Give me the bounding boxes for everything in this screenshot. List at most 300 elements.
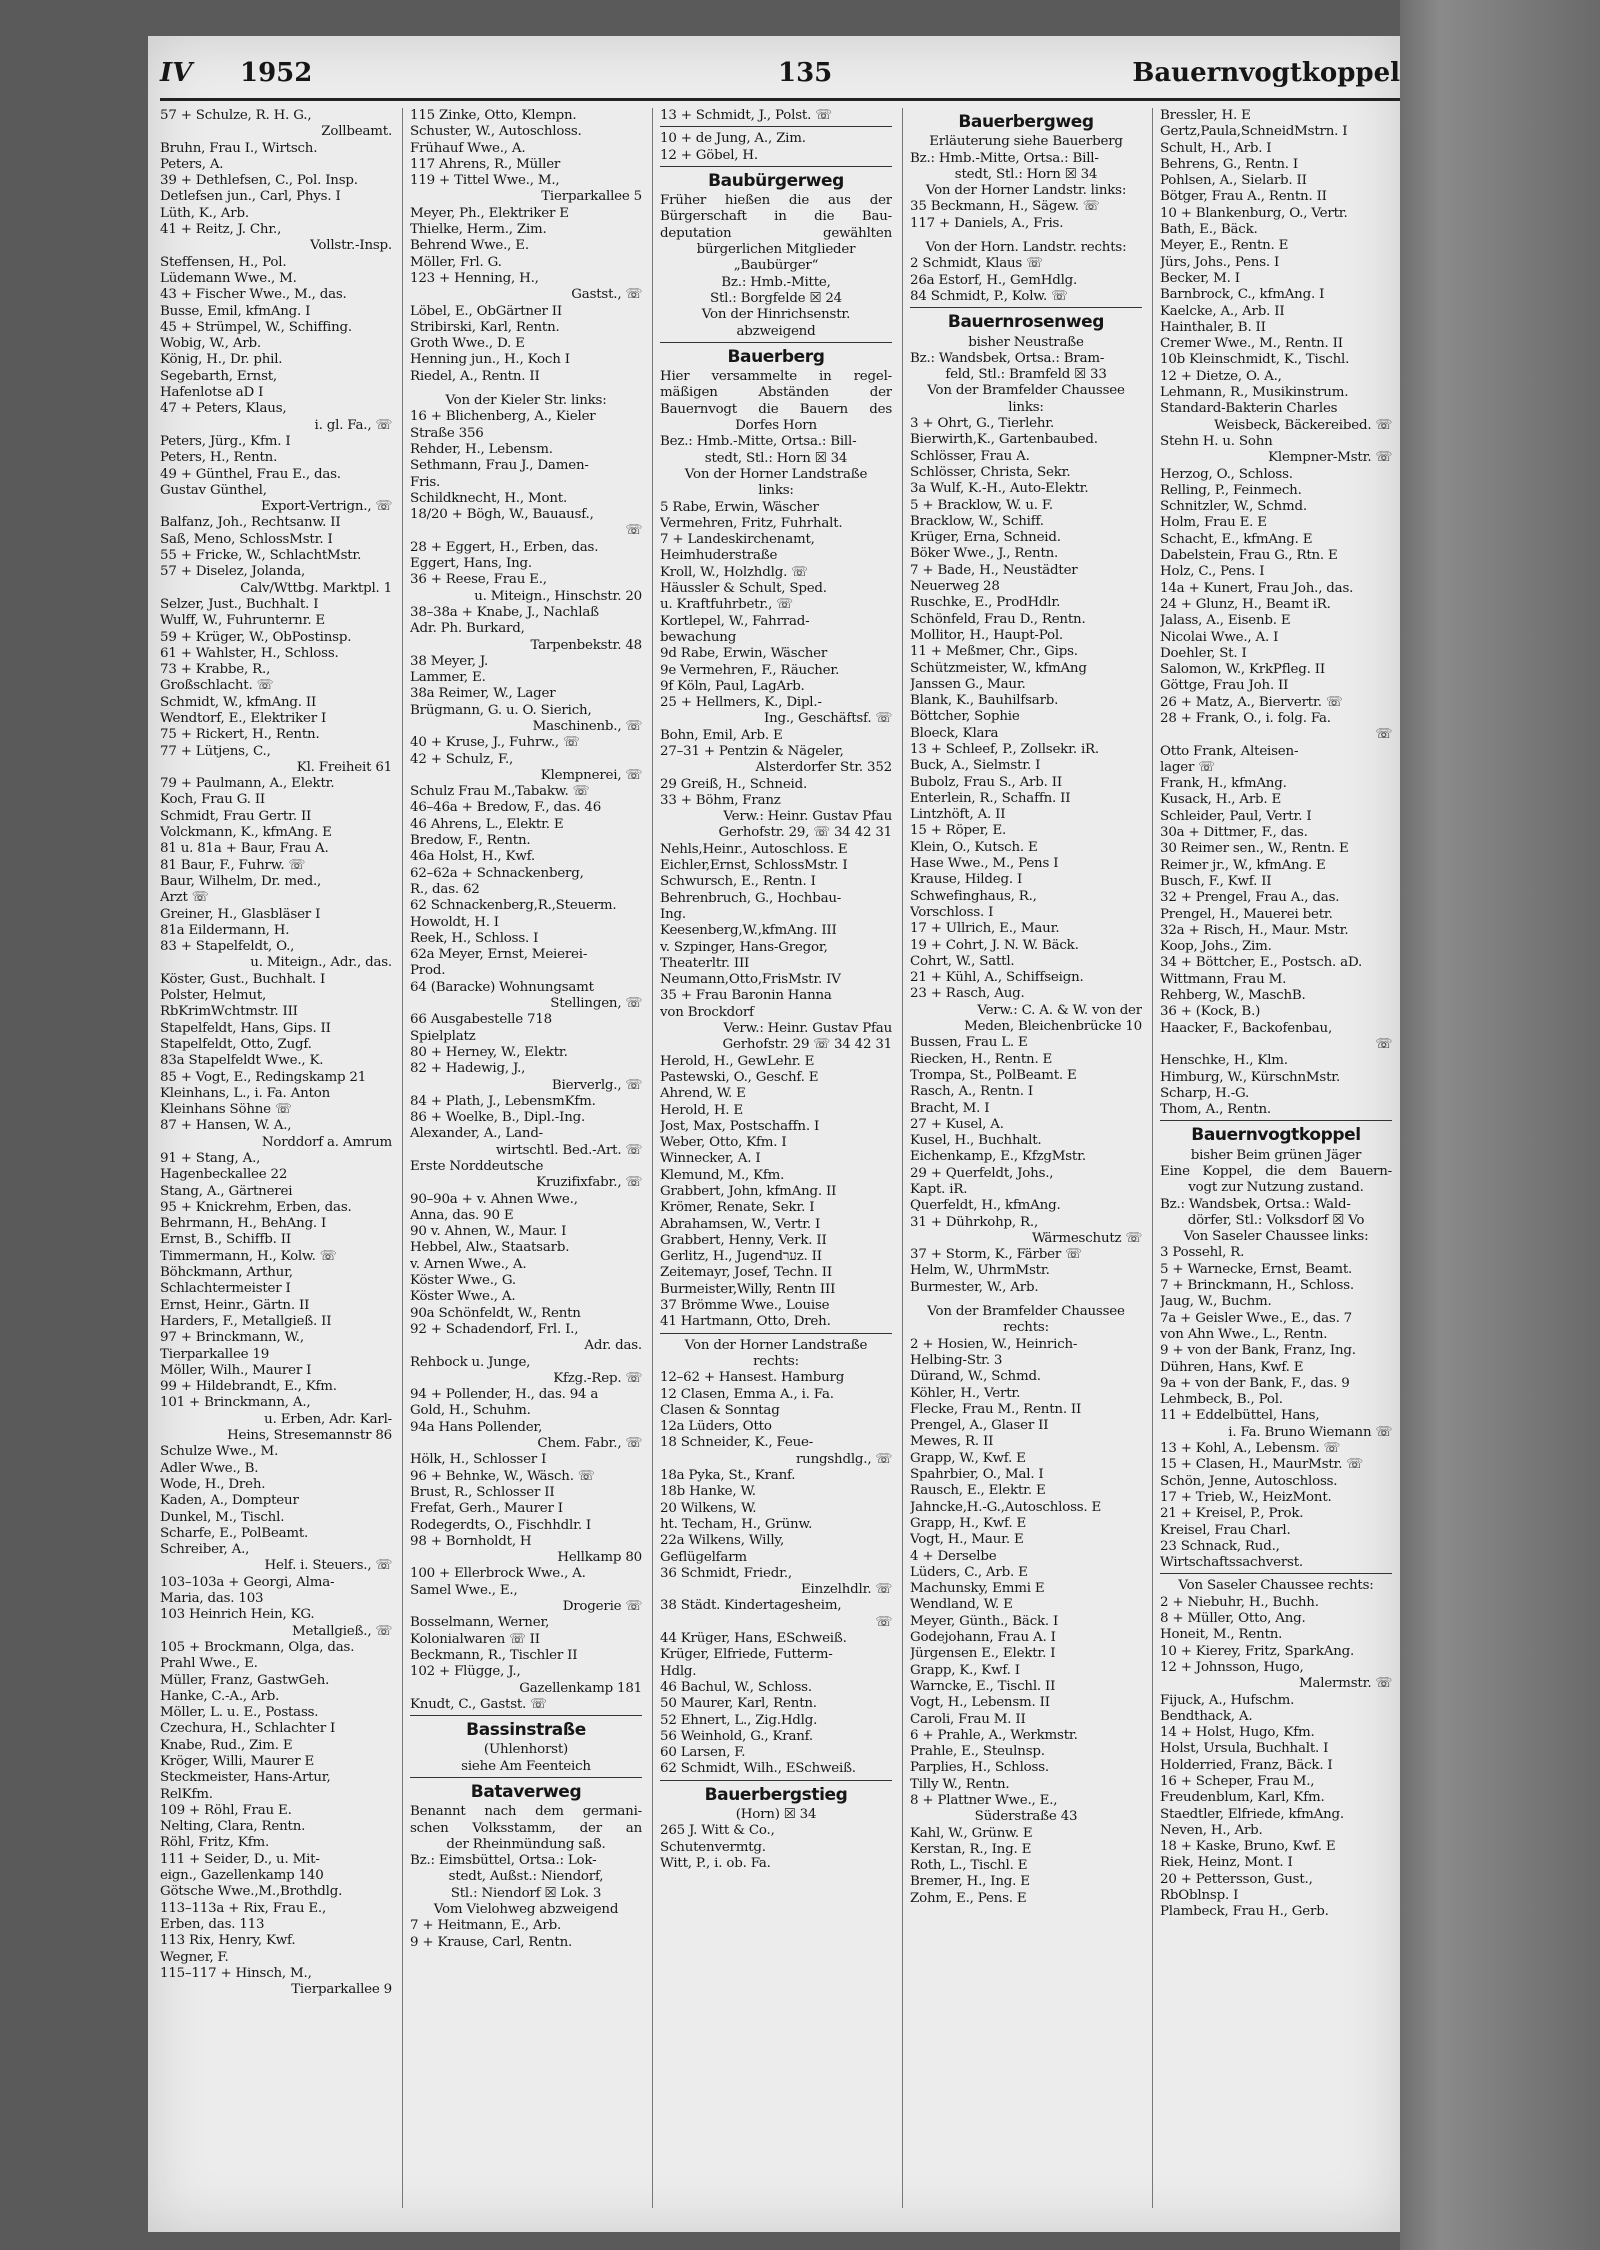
directory-entry: Hier versammelte in regel-	[660, 369, 892, 385]
directory-entry: 4 + Derselbe	[910, 1548, 997, 1564]
directory-entry: Wulff, W., Fuhrunternr. E	[160, 613, 326, 629]
directory-entry: Bracklow, W., Schiff.	[910, 513, 1044, 529]
directory-entry: 7 + Heitmann, E., Arb.	[410, 1918, 562, 1934]
directory-entry: Einzelhdlr. ☏	[800, 1582, 892, 1598]
directory-entry: feld, Stl.: Bramfeld ☒ 33	[945, 367, 1107, 383]
directory-entry: Standard-Bakterin Charles	[1160, 401, 1338, 417]
directory-entry: Bredow, F., Rentn.	[410, 833, 531, 849]
directory-entry: Brust, R., Schlosser II	[410, 1484, 555, 1500]
directory-entry: rungshdlg., ☏	[795, 1451, 892, 1467]
directory-entry: Harders, F., Metallgieß. II	[160, 1313, 332, 1329]
directory-entry: 46a Holst, H., Kwf.	[410, 849, 535, 865]
directory-entry: 91 + Stang, A.,	[160, 1151, 261, 1166]
directory-entry: Dorfes Horn	[735, 418, 817, 434]
directory-entry: Kfzg.-Rep. ☏	[553, 1370, 642, 1386]
directory-entry: Busse, Emil, kfmAng. I	[160, 303, 311, 319]
directory-entry: 9 + von der Bank, Franz, Ing.	[1160, 1343, 1356, 1359]
directory-entry: 27 + Kusel, A.	[910, 1116, 1004, 1132]
directory-entry: Schildknecht, H., Mont.	[410, 490, 567, 506]
directory-entry: Hdlg.	[660, 1663, 697, 1679]
directory-entry: Früher hießen die aus der	[660, 193, 892, 209]
directory-entry: 21 + Kühl, A., Schiffseign.	[910, 970, 1084, 986]
directory-entry: 12 + Johnsson, Hugo,	[1160, 1659, 1304, 1675]
directory-entry: Prahl Wwe., E.	[160, 1656, 258, 1672]
directory-entry: Von der Bramfelder Chaussee	[927, 1304, 1125, 1320]
directory-entry: 105 + Brockmann, Olga, das.	[160, 1639, 355, 1655]
section-rule	[410, 1777, 642, 1778]
directory-entry: Gazellenkamp 181	[519, 1680, 642, 1696]
directory-entry: Vom Vielohweg abzweigend	[433, 1902, 619, 1918]
directory-entry: Stl.: Niendorf ☒ Lok. 3	[450, 1885, 602, 1901]
directory-entry: 39 + Dethlefsen, C., Pol. Insp.	[160, 173, 358, 189]
directory-entry: Hafenlotse aD I	[160, 385, 264, 401]
section-rule	[1160, 1573, 1392, 1574]
directory-entry: 12–62 + Hansest. Hamburg	[660, 1370, 845, 1386]
directory-entry: Stellingen, ☏	[550, 996, 642, 1012]
directory-entry: Neumann,Otto,FrisMstr. IV	[660, 972, 841, 988]
directory-entry: 10 + de Jung, A., Zim.	[660, 131, 806, 147]
directory-entry: 61 + Wahlster, H., Schloss.	[160, 645, 339, 661]
directory-entry: 50 Maurer, Karl, Rentn.	[660, 1696, 817, 1712]
directory-entry: Dühren, Hans, Kwf. E	[1160, 1359, 1304, 1375]
directory-entry: Rasch, A., Rentn. I	[910, 1084, 1033, 1100]
section-rule	[1160, 1120, 1392, 1121]
section-rule	[660, 1780, 892, 1781]
directory-entry: 96 + Behnke, W., Wäsch. ☏	[410, 1468, 595, 1484]
directory-entry: Malermstr. ☏	[1298, 1676, 1392, 1692]
directory-entry: Köster Wwe., G.	[410, 1273, 516, 1289]
directory-entry: Hölk, H., Schlosser I	[410, 1452, 547, 1468]
directory-entry: 32 + Prengel, Frau A., das.	[1160, 890, 1340, 906]
directory-entry: Müller, Franz, GastwGeh.	[160, 1672, 330, 1688]
directory-entry: Meyer, E., Rentn. E	[1160, 238, 1289, 254]
section-number: IV	[160, 58, 193, 88]
directory-entry: 16 + Blichenberg, A., Kieler	[410, 409, 596, 425]
directory-entry: Grapp, W., Kwf. E	[910, 1450, 1026, 1466]
directory-entry: Schützmeister, W., kfmAng	[910, 660, 1087, 676]
directory-entry: Hagenbeckallee 22	[160, 1167, 288, 1183]
directory-entry: 82 + Hadewig, J.,	[410, 1061, 526, 1077]
directory-entry: 95 + Knickrehm, Erben, das.	[160, 1199, 352, 1215]
directory-entry: Geflügelfarm	[660, 1549, 747, 1565]
directory-entry: Götsche Wwe.,M.,Brothdlg.	[160, 1884, 343, 1900]
directory-entry: Vogt, H., Lebensm. II	[910, 1695, 1050, 1711]
directory-entry: „Baubürger“	[733, 258, 819, 274]
directory-entry: 47 + Peters, Klaus,	[160, 401, 287, 417]
directory-entry: ht. Techam, H., Grünw.	[660, 1516, 813, 1532]
directory-entry: RelKfm.	[160, 1786, 213, 1802]
directory-entry: 5 + Bracklow, W. u. F.	[910, 497, 1053, 513]
directory-entry: 101 + Brinckmann, A.,	[160, 1395, 311, 1411]
directory-entry: Dürand, W., Schmd.	[910, 1369, 1041, 1385]
directory-entry: v. Arnen Wwe., A.	[410, 1256, 527, 1272]
directory-entry: Greiner, H., Glasbläser I	[160, 906, 321, 922]
street-heading: Bauerbergweg	[958, 112, 1094, 132]
directory-entry: Lehmann, R., Musikinstrum.	[1160, 385, 1349, 401]
directory-entry: Zeitemayr, Josef, Techn. II	[660, 1265, 832, 1281]
directory-entry: Winnecker, A. I	[660, 1151, 761, 1167]
directory-entry: 8 + Plattner Wwe., E.,	[910, 1792, 1058, 1808]
directory-entry: 41 + Reitz, J. Chr.,	[160, 222, 282, 238]
directory-entry: 12 + Göbel, H.	[660, 147, 758, 163]
column-2	[410, 108, 642, 2208]
directory-entry: Koop, Johs., Zim.	[1160, 939, 1272, 955]
directory-entry: 66 Ausgabestelle 718	[410, 1012, 552, 1028]
directory-entry: Wirtschaftssachverst.	[1160, 1555, 1303, 1571]
directory-entry: 38a Reimer, W., Lager	[410, 686, 556, 702]
directory-entry: Kerstan, R., Ing. E	[910, 1841, 1032, 1857]
directory-entry: Staedtler, Elfriede, kfmAng.	[1160, 1806, 1344, 1822]
directory-entry: Kröger, Willi, Maurer E	[160, 1753, 315, 1769]
directory-entry: Vogt, H., Maur. E	[910, 1532, 1024, 1548]
directory-entry: Balfanz, Joh., Rechtsanw. II	[160, 515, 341, 531]
directory-entry: Bohn, Emil, Arb. E	[660, 727, 783, 743]
directory-entry: Keesenberg,W.,kfmAng. III	[660, 923, 837, 939]
directory-entry: Godejohann, Frau A. I	[910, 1630, 1056, 1646]
directory-entry: Grapp, H., Kwf. E	[910, 1515, 1027, 1531]
directory-entry: Schlachtermeister I	[160, 1281, 291, 1297]
directory-entry: 9 + Krause, Carl, Rentn.	[410, 1934, 573, 1950]
directory-entry: Riedel, A., Rentn. II	[410, 368, 540, 384]
column-divider	[1152, 108, 1153, 2208]
directory-entry: 84 Schmidt, P., Kolw. ☏	[910, 288, 1068, 304]
directory-entry: links:	[1008, 399, 1044, 415]
directory-entry: 6 + Prahle, A., Werkmstr.	[910, 1727, 1078, 1743]
directory-entry: Weber, Otto, Kfm. I	[660, 1135, 787, 1151]
directory-entry: Becker, M. I	[1160, 270, 1240, 286]
directory-entry: Helm, W., UhrmMstr.	[910, 1263, 1050, 1279]
directory-entry: Kaden, A., Dompteur	[160, 1493, 299, 1509]
directory-entry: Wittmann, Frau M.	[1160, 971, 1287, 987]
directory-entry: 18/20 + Bögh, W., Bauausf.,	[410, 507, 594, 523]
directory-entry: Lüth, K., Arb.	[160, 205, 249, 221]
directory-entry: Herzog, O., Schloss.	[1160, 466, 1293, 482]
directory-entry: Ing.	[660, 906, 686, 922]
directory-entry: Krömer, Renate, Sekr. I	[660, 1200, 815, 1216]
directory-entry: Scharfe, E., PolBeamt.	[160, 1525, 309, 1541]
column-divider	[902, 108, 903, 2208]
directory-entry: 2 + Hosien, W., Heinrich-	[910, 1336, 1078, 1352]
directory-entry: 11 + Eddelbüttel, Hans,	[1160, 1408, 1320, 1424]
directory-entry: ☏	[875, 1614, 892, 1630]
directory-entry: Jalass, A., Eisenb. E	[1160, 613, 1291, 629]
directory-entry: Kortlepel, W., Fahrrad-	[660, 613, 810, 629]
directory-entry: 80 + Herney, W., Elektr.	[410, 1044, 568, 1060]
directory-entry: Kapt. iR.	[910, 1182, 968, 1197]
directory-entry: Caroli, Frau M. II	[910, 1711, 1026, 1727]
directory-entry: Wode, H., Dreh.	[160, 1476, 266, 1492]
directory-entry: 103–103a + Georgi, Alma-	[160, 1574, 335, 1590]
directory-entry: 27–31 + Pentzin & Nägeler,	[660, 743, 844, 759]
directory-entry: Ahrend, W. E	[660, 1086, 746, 1102]
directory-entry: Theaterltr. III	[660, 955, 750, 971]
directory-entry: 21 + Kreisel, P., Prok.	[1160, 1506, 1304, 1522]
street-heading: Bauernrosenweg	[947, 312, 1105, 333]
directory-entry: 85 + Vogt, E., Redingskamp 21	[160, 1069, 367, 1085]
directory-entry: Samel Wwe., E.,	[410, 1582, 518, 1598]
directory-entry: Bruhn, Frau I., Wirtsch.	[160, 140, 318, 156]
directory-entry: 15 + Clasen, H., MaurMstr. ☏	[1160, 1457, 1363, 1473]
directory-entry: Hanke, C.-A., Arb.	[160, 1688, 280, 1704]
directory-entry: Honeit, M., Rentn.	[1160, 1627, 1283, 1643]
header-rule	[160, 98, 1400, 101]
directory-entry: Kaelcke, A., Arb. II	[1160, 303, 1285, 319]
directory-entry: Bz.: Hmb.-Mitte,	[721, 274, 831, 290]
street-heading: Bataverweg	[470, 1781, 582, 1802]
directory-entry: 10 + Blankenburg, O., Vertr.	[1160, 205, 1348, 221]
directory-entry: 117 + Daniels, A., Fris.	[910, 215, 1064, 231]
directory-entry: Querfeldt, H., kfmAng.	[910, 1198, 1061, 1214]
directory-entry: Alexander, A., Land-	[410, 1126, 544, 1142]
directory-entry: Schön, Jenne, Autoschloss.	[1160, 1473, 1338, 1489]
directory-entry: 62 Schmidt, Wilh., ESchweiß.	[660, 1761, 856, 1777]
directory-entry: 38–38a + Knabe, J., Nachlaß	[410, 604, 599, 620]
directory-entry: 79 + Paulmann, A., Elektr.	[160, 776, 335, 792]
directory-entry: Klempnerei, ☏	[540, 767, 642, 783]
directory-entry: 35 + Frau Baronin Hanna	[660, 988, 832, 1004]
year: 1952	[240, 58, 313, 88]
street-heading: Baubürgerweg	[708, 170, 844, 191]
directory-entry: Möller, Wilh., Maurer I	[160, 1362, 312, 1378]
directory-entry: 86 + Woelke, B., Dipl.-Ing.	[410, 1110, 586, 1126]
directory-entry: 9a + von der Bank, F., das. 9	[1160, 1375, 1350, 1391]
directory-entry: Ing., Geschäftsf. ☏	[763, 711, 892, 727]
directory-entry: Parplies, H., Schloss.	[910, 1760, 1049, 1776]
directory-entry: RbOblnsp. I	[1160, 1888, 1239, 1904]
directory-entry: Eichler,Ernst, SchlossMstr. I	[660, 858, 848, 874]
directory-entry: 90–90a + v. Ahnen Wwe.,	[410, 1191, 578, 1207]
directory-entry: Metallgieß., ☏	[291, 1623, 392, 1639]
directory-entry: Großschlacht. ☏	[160, 678, 274, 694]
directory-entry: Köster, Gust., Buchhalt. I	[160, 971, 326, 987]
directory-entry: Machunsky, Emmi E	[910, 1581, 1045, 1597]
directory-entry: Kleinhans Söhne ☏	[160, 1102, 292, 1118]
directory-entry: Bötger, Frau A., Rentn. II	[1160, 189, 1327, 205]
directory-entry: bewachung	[660, 629, 737, 645]
directory-entry: (Horn) ☒ 34	[735, 1806, 817, 1822]
directory-entry: Tierparkallee 5	[541, 189, 642, 205]
directory-entry: siehe Am Feenteich	[461, 1758, 591, 1774]
directory-entry: Bz.: Hmb.-Mitte, Ortsa.: Bill-	[910, 150, 1099, 166]
directory-entry: Erste Norddeutsche	[410, 1159, 544, 1174]
directory-entry: Lüdemann Wwe., M.	[160, 270, 297, 286]
directory-entry: u. Miteign., Hinschstr. 20	[474, 588, 642, 604]
directory-entry: Stl.: Borgfelde ☒ 24	[710, 290, 842, 306]
directory-entry: Mewes, R. II	[910, 1434, 994, 1450]
directory-entry: 28 + Frank, O., i. folg. Fa.	[1160, 710, 1331, 726]
directory-entry: Meyer, Günth., Bäck. I	[910, 1613, 1059, 1629]
directory-entry: Gerhofstr. 29, ☏ 34 42 31	[718, 825, 892, 841]
directory-entry: rechts:	[753, 1353, 799, 1369]
section-rule	[660, 126, 892, 127]
directory-entry: 97 + Brinckmann, W.,	[160, 1330, 304, 1346]
directory-entry: Clasen & Sonntag	[660, 1402, 780, 1418]
directory-entry: 37 Brömme Wwe., Louise	[660, 1298, 830, 1314]
directory-entry: 43 + Fischer Wwe., M., das.	[160, 287, 347, 303]
directory-entry: 19 + Cohrt, J. N. W. Bäck.	[910, 937, 1079, 953]
directory-entry: 83a Stapelfeldt Wwe., K.	[160, 1053, 324, 1069]
directory-entry: lager ☏	[1160, 759, 1215, 775]
directory-entry: 46 Ahrens, L., Elektr. E	[410, 816, 564, 832]
page-header	[160, 58, 1400, 98]
directory-entry: Erläuterung siehe Bauerberg	[929, 134, 1123, 150]
directory-entry: u. Erben, Adr. Karl-	[264, 1411, 392, 1427]
directory-entry: 18a Pyka, St., Kranf.	[660, 1468, 796, 1484]
directory-entry: Detlefsen jun., Carl, Phys. I	[160, 189, 341, 205]
directory-entry: 26a Estorf, H., GemHdlg.	[910, 272, 1078, 288]
directory-entry: 7 + Brinckmann, H., Schloss.	[1160, 1278, 1354, 1294]
directory-entry: Frühauf Wwe., A.	[410, 140, 526, 156]
directory-entry: Verw.: Heinr. Gustav Pfau	[723, 1021, 892, 1037]
directory-entry: Behrmann, H., BehAng. I	[160, 1216, 327, 1232]
directory-entry: Gastst., ☏	[571, 287, 642, 303]
directory-entry: Jürgensen E., Elektr. I	[910, 1646, 1056, 1662]
directory-entry: Kleinhans, L., i. Fa. Anton	[160, 1085, 331, 1101]
directory-entry: Stapelfeldt, Otto, Zugf.	[160, 1036, 312, 1052]
directory-entry: Heins, Stresemannstr 86	[227, 1428, 392, 1444]
directory-entry: Klein, O., Kutsch. E	[910, 839, 1038, 855]
directory-entry: Alsterdorfer Str. 352	[755, 760, 892, 776]
directory-entry: Lehmbeck, B., Pol.	[1160, 1392, 1283, 1408]
directory-entry: Burmeister,Willy, Rentn III	[660, 1281, 836, 1297]
directory-entry: abzweigend	[736, 323, 816, 339]
directory-entry: 99 + Hildebrandt, E., Kfm.	[160, 1379, 337, 1395]
directory-entry: Köster Wwe., A.	[410, 1289, 516, 1305]
directory-entry: 60 Larsen, F.	[660, 1745, 746, 1761]
directory-entry: Adr. das.	[584, 1338, 642, 1354]
directory-entry: Volckmann, K., kfmAng. E	[160, 825, 332, 841]
directory-entry: Enterlein, R., Schaffn. II	[910, 790, 1071, 806]
directory-entry: Löbel, E., ObGärtner II	[410, 303, 562, 319]
directory-entry: 44 Krüger, Hans, ESchweiß.	[660, 1631, 847, 1647]
directory-entry: Czechura, H., Schlachter I	[160, 1721, 336, 1737]
directory-entry: 90 v. Ahnen, W., Maur. I	[410, 1224, 567, 1240]
directory-entry: 25 + Hellmers, K., Dipl.-	[660, 695, 822, 711]
directory-entry: Holz, C., Pens. I	[1160, 564, 1265, 580]
directory-entry: Steckmeister, Hans-Artur,	[160, 1770, 331, 1786]
directory-entry: Stehn H. u. Sohn	[1160, 433, 1273, 449]
directory-entry: stedt, Stl.: Horn ☒ 34	[704, 450, 848, 466]
directory-entry: 20 Wilkens, W.	[660, 1500, 757, 1516]
directory-entry: Tierparkallee 19	[160, 1346, 270, 1362]
directory-entry: Stang, A., Gärtnerei	[160, 1183, 293, 1199]
directory-entry: Zohm, E., Pens. E	[910, 1890, 1027, 1906]
directory-entry: Hase Wwe., M., Pens I	[910, 856, 1059, 872]
directory-entry: Maria, das. 103	[160, 1591, 264, 1607]
directory-entry: Pohlsen, A., Sielarb. II	[1160, 173, 1307, 189]
directory-entry: Eggert, Hans, Ing.	[410, 556, 532, 572]
column-5	[1160, 108, 1392, 2208]
column-4	[910, 108, 1142, 2208]
directory-entry: Frefat, Gerh., Maurer I	[410, 1501, 563, 1517]
directory-entry: Bendthack, A.	[1160, 1708, 1253, 1724]
directory-entry: Klemund, M., Kfm.	[660, 1167, 785, 1183]
directory-entry: Freudenblum, Karl, Kfm.	[1160, 1790, 1325, 1806]
directory-entry: Hainthaler, B. II	[1160, 319, 1266, 335]
directory-entry: Spielplatz	[410, 1028, 476, 1044]
directory-entry: Chem. Fabr., ☏	[537, 1436, 642, 1452]
directory-entry: Wegner, F.	[160, 1949, 229, 1965]
directory-entry: Riek, Heinz, Mont. I	[1160, 1855, 1293, 1871]
directory-entry: ☏	[1375, 727, 1392, 743]
directory-entry: Peters, A.	[160, 156, 224, 172]
directory-entry: links:	[758, 483, 794, 499]
directory-entry: Schacht, E., kfmAng. E	[1160, 531, 1313, 547]
directory-entry: Kroll, W., Holzhdlg. ☏	[660, 564, 808, 580]
directory-entry: 64 (Baracke) Wohnungsamt	[410, 979, 594, 995]
directory-entry: 81a Eildermann, H.	[160, 922, 290, 938]
directory-entry: 109 + Röhl, Frau E.	[160, 1802, 292, 1818]
directory-entry: vogt zur Nutzung zustand.	[1188, 1180, 1364, 1196]
directory-entry: Schwursch, E., Rentn. I	[660, 874, 816, 890]
directory-entry: Saß, Meno, SchlossMstr. I	[160, 531, 333, 547]
directory-entry: Grapp, K., Kwf. I	[910, 1662, 1020, 1678]
directory-entry: Göttge, Frau Joh. II	[1160, 678, 1289, 694]
directory-entry: Export-Vertrign., ☏	[260, 499, 392, 515]
directory-entry: Thielke, Herm., Zim.	[410, 222, 547, 238]
directory-entry: Prod.	[410, 963, 446, 979]
directory-entry: Behrend Wwe., E.	[410, 238, 529, 254]
directory-entry: Rehbock u. Junge,	[410, 1354, 531, 1370]
section-rule	[910, 307, 1142, 308]
directory-entry: Schult, H., Arb. I	[1160, 140, 1272, 156]
directory-entry: 113 Rix, Henry, Kwf.	[160, 1933, 296, 1949]
directory-entry: Reimer jr., W., kfmAng. E	[1160, 857, 1326, 873]
directory-entry: Von der Horner Landstraße	[684, 1337, 868, 1353]
directory-entry: 11 + Meßmer, Chr., Gips.	[910, 644, 1078, 660]
directory-entry: Stapelfeldt, Hans, Gips. II	[160, 1020, 331, 1036]
directory-entry: König, H., Dr. phil.	[160, 352, 283, 368]
directory-entry: 84 + Plath, J., LebensmKfm.	[410, 1093, 596, 1109]
directory-entry: Meden, Bleichenbrücke 10	[964, 1019, 1142, 1035]
directory-entry: Holderried, Franz, Bäck. I	[1160, 1757, 1333, 1773]
directory-entry: Otto Frank, Alteisen-	[1160, 743, 1299, 759]
directory-entry: Stribirski, Karl, Rentn.	[410, 319, 560, 335]
directory-entry: bürgerlichen Mitglieder	[696, 242, 856, 258]
directory-entry: 8 + Müller, Otto, Ang.	[1160, 1611, 1306, 1627]
directory-entry: Kruzifixfabr., ☏	[536, 1175, 642, 1191]
directory-entry: Grabbert, John, kfmAng. II	[660, 1184, 837, 1199]
directory-entry: Henschke, H., Klm.	[1160, 1053, 1288, 1069]
directory-entry: Vermehren, Fritz, Fuhrhalt.	[660, 515, 843, 531]
directory-entry: Kusack, H., Arb. E	[1160, 792, 1282, 808]
directory-entry: Krause, Hildeg. I	[910, 872, 1023, 888]
directory-entry: Selzer, Just., Buchhalt. I	[160, 596, 319, 612]
directory-entry: Eine Koppel, die dem Bauern-	[1160, 1164, 1392, 1179]
directory-entry: 42 + Schulz, F.,	[410, 751, 514, 767]
directory-entry: Hebbel, Alw., Staatsarb.	[410, 1240, 570, 1256]
directory-entry: Von Saseler Chaussee rechts:	[1178, 1578, 1374, 1594]
directory-entry: Holm, Frau E. E	[1160, 515, 1267, 531]
directory-entry: 18 Schneider, K., Feue-	[660, 1435, 814, 1451]
section-rule	[660, 1333, 892, 1334]
directory-entry: Jost, Max, Postschaffn. I	[660, 1118, 820, 1134]
directory-entry: Pastewski, O., Geschf. E	[660, 1069, 819, 1085]
directory-entry: 23 + Rasch, Aug.	[910, 986, 1025, 1002]
directory-entry: Drogerie ☏	[562, 1599, 642, 1615]
directory-entry: Benannt nach dem germani-	[410, 1804, 642, 1820]
directory-entry: Wendtorf, E., Elektriker I	[160, 710, 327, 726]
directory-entry: 102 + Flügge, J.,	[410, 1664, 521, 1680]
directory-entry: Warncke, E., Tischl. II	[910, 1678, 1056, 1694]
directory-entry: Böhckmann, Arthur,	[160, 1265, 293, 1281]
column-1	[160, 108, 392, 2208]
directory-entry: Prengel, H., Mauerei betr.	[1160, 906, 1333, 922]
directory-entry: 98 + Bornholdt, H	[410, 1533, 532, 1549]
directory-entry: Barnbrock, C., kfmAng. I	[1160, 287, 1325, 303]
directory-entry: Tarpenbekstr. 48	[530, 637, 642, 653]
directory-entry: Arzt ☏	[160, 890, 209, 906]
